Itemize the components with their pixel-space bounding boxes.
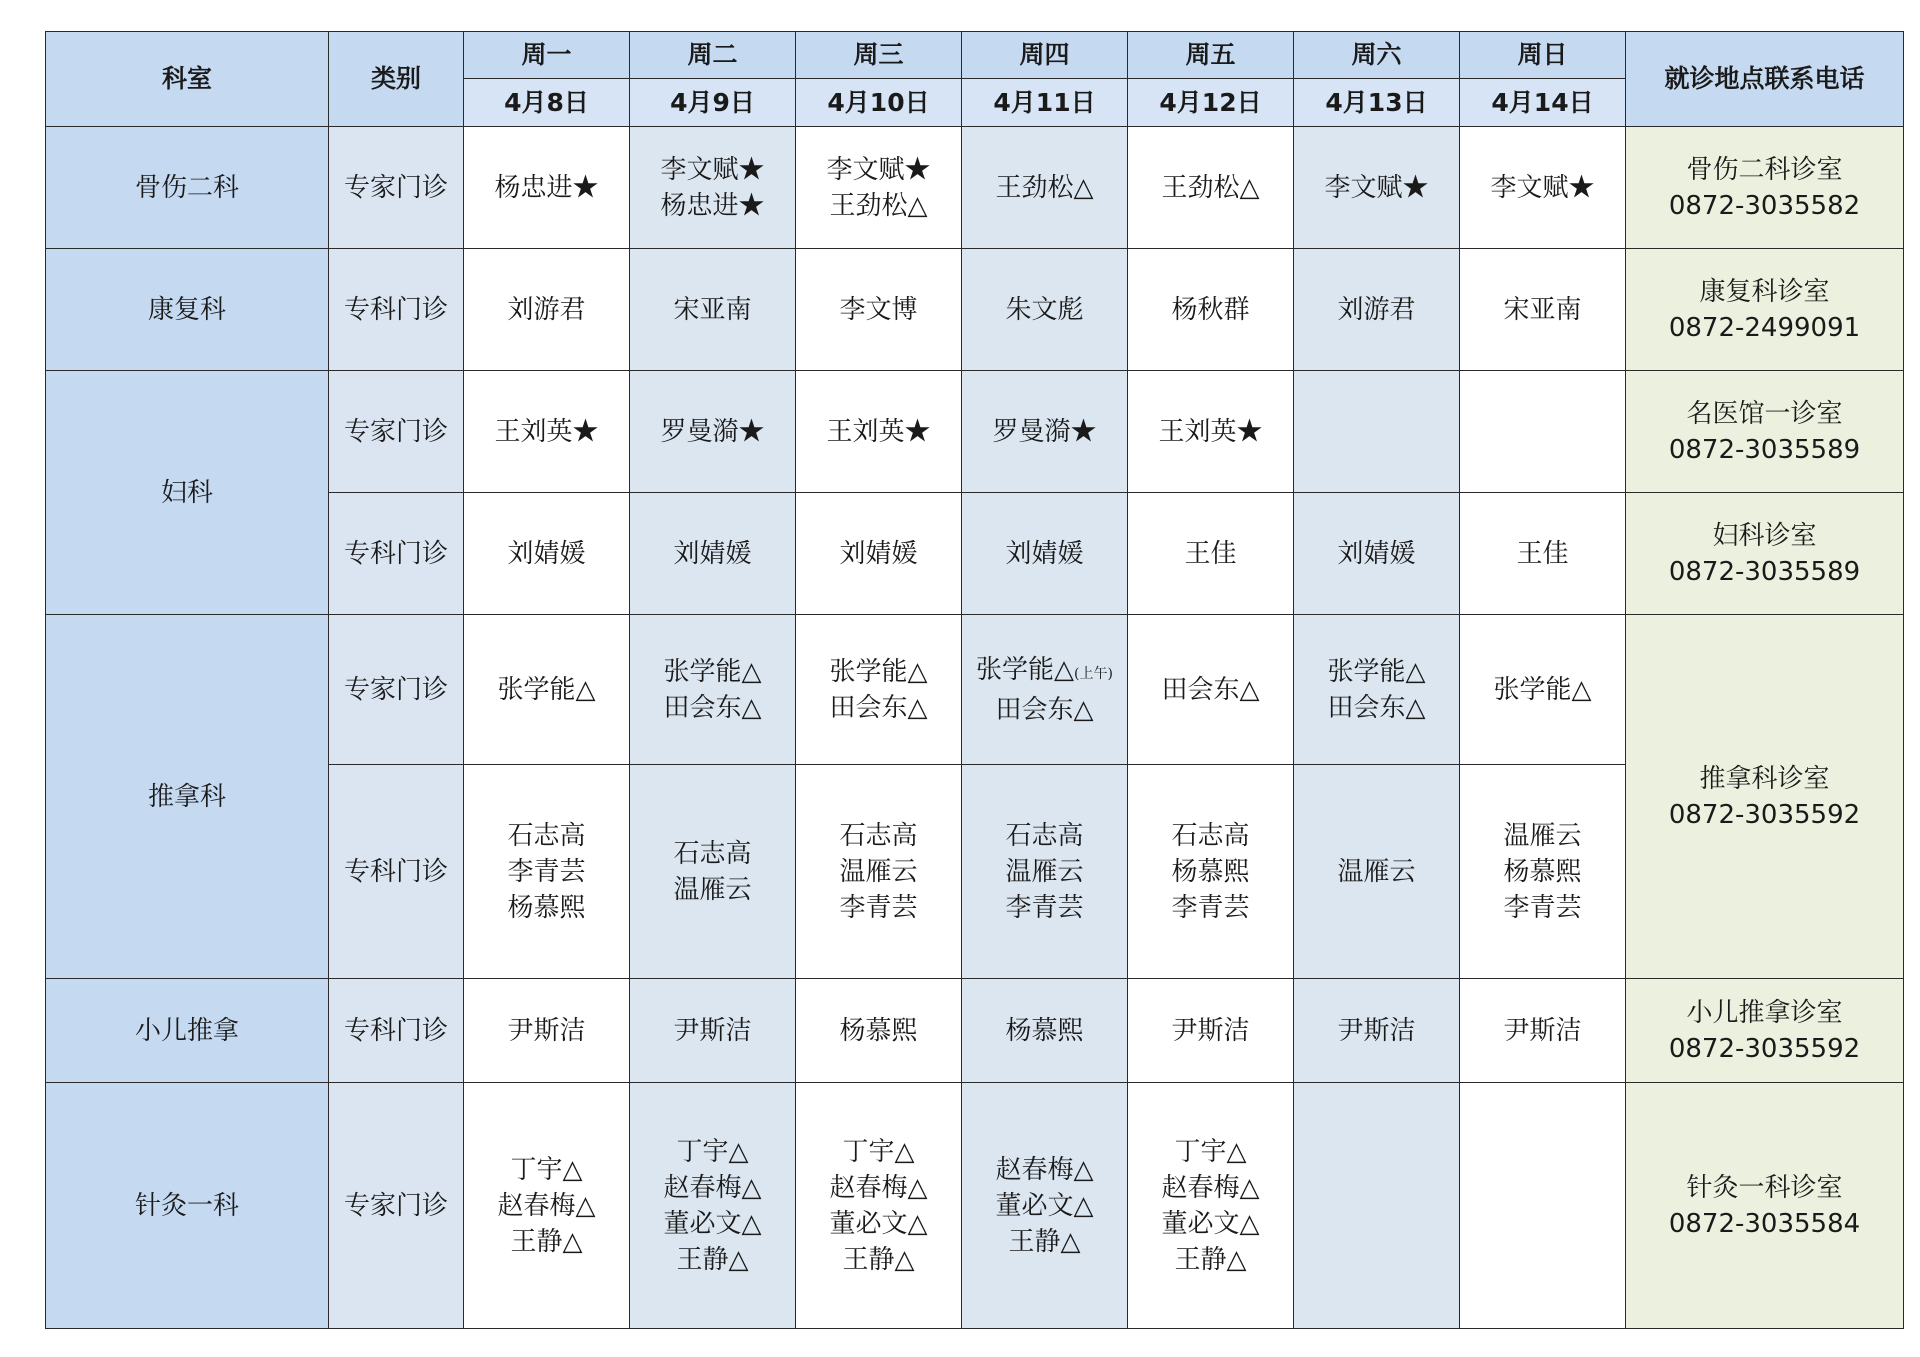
- doctor-name: 李文博: [839, 294, 918, 325]
- doctor-name: 宋亚南: [1503, 294, 1582, 325]
- doctor-cell: [630, 127, 796, 249]
- header-date: 4月14日: [1460, 79, 1626, 127]
- location-cell: [1626, 615, 1904, 979]
- doctor-cell: [464, 979, 630, 1083]
- doctor-name: 朱文彪: [1005, 294, 1084, 325]
- doctor-name: 王劲松△: [829, 190, 928, 221]
- header-category: 类别: [329, 32, 464, 127]
- doctor-name: 刘婧媛: [673, 538, 752, 569]
- doctor-name: 李青芸: [1503, 892, 1582, 923]
- doctor-cell: [1128, 371, 1294, 493]
- doctor-name: 赵春梅△: [995, 1154, 1094, 1185]
- doctor-name: 杨慕熙: [1005, 1015, 1084, 1046]
- doctor-name: 温雁云: [839, 856, 918, 887]
- doctor-name: 田会东△: [663, 692, 762, 723]
- doctor-cell: [464, 1083, 630, 1329]
- room-name: 名医馆一诊室: [1686, 398, 1843, 429]
- doctor-name: 董必文△: [1161, 1208, 1260, 1239]
- doctor-cell: [630, 615, 796, 765]
- doctor-name: 刘婧媛: [839, 538, 918, 569]
- phone-number: 0872-3035584: [1668, 1208, 1861, 1239]
- doctor-cell: [962, 127, 1128, 249]
- time-note: (上午): [1074, 665, 1113, 682]
- location-cell: [1626, 371, 1904, 493]
- location-cell: [1626, 493, 1904, 615]
- doctor-cell: [1128, 127, 1294, 249]
- doctor-name: 董必文△: [663, 1208, 762, 1239]
- doctor-cell: [1460, 127, 1626, 249]
- doctor-name: 王静△: [676, 1244, 749, 1275]
- category-cell: 专科门诊: [329, 493, 464, 615]
- doctor-name: 赵春梅△: [1161, 1172, 1260, 1203]
- doctor-name: 李青芸: [1005, 892, 1084, 923]
- doctor-name: 田会东△: [1161, 674, 1260, 705]
- doctor-name: 李青芸: [1171, 892, 1250, 923]
- doctor-name: 石志高: [1171, 820, 1250, 851]
- doctor-name: 田会东△: [1327, 692, 1426, 723]
- doctor-cell: [1460, 979, 1626, 1083]
- doctor-cell: [464, 493, 630, 615]
- header-weekday: 周二: [630, 32, 796, 79]
- department-name: 小儿推拿: [46, 979, 329, 1083]
- location-cell: [1626, 127, 1904, 249]
- doctor-name: 赵春梅△: [829, 1172, 928, 1203]
- doctor-name: 张学能△: [976, 654, 1075, 685]
- doctor-cell: [1294, 493, 1460, 615]
- doctor-name: 刘婧媛: [507, 538, 586, 569]
- department-name: 康复科: [46, 249, 329, 371]
- category-cell: 专科门诊: [329, 249, 464, 371]
- doctor-name: 张学能△: [663, 656, 762, 687]
- phone-number: 0872-3035592: [1668, 799, 1861, 830]
- header-weekday: 周一: [464, 32, 630, 79]
- doctor-name: 杨秋群: [1171, 294, 1250, 325]
- header-weekday: 周日: [1460, 32, 1626, 79]
- location-cell: [1626, 249, 1904, 371]
- doctor-name: 刘游君: [507, 294, 586, 325]
- doctor-name: 石志高: [839, 820, 918, 851]
- doctor-cell: [1128, 765, 1294, 979]
- doctor-cell: [464, 765, 630, 979]
- room-name: 妇科诊室: [1712, 520, 1817, 551]
- doctor-cell: [796, 1083, 962, 1329]
- doctor-name: 李文赋★: [826, 154, 931, 185]
- doctor-name: 杨忠进★: [660, 190, 765, 221]
- category-cell: 专科门诊: [329, 979, 464, 1083]
- header-date: 4月12日: [1128, 79, 1294, 127]
- room-name: 小儿推拿诊室: [1686, 997, 1843, 1028]
- doctor-cell: [1294, 615, 1460, 765]
- header-date: 4月9日: [630, 79, 796, 127]
- phone-number: 0872-3035582: [1668, 190, 1861, 221]
- doctor-name: 刘婧媛: [1337, 538, 1416, 569]
- doctor-name: 刘婧媛: [1005, 538, 1084, 569]
- doctor-cell: [1294, 1083, 1460, 1329]
- doctor-name: 王静△: [842, 1244, 915, 1275]
- doctor-cell: [1460, 371, 1626, 493]
- doctor-cell: [1460, 249, 1626, 371]
- doctor-cell: [962, 979, 1128, 1083]
- doctor-cell: [1294, 979, 1460, 1083]
- header-weekday: 周四: [962, 32, 1128, 79]
- doctor-name: 杨忠进★: [494, 172, 599, 203]
- doctor-name: 温雁云: [1337, 856, 1416, 887]
- phone-number: 0872-2499091: [1668, 312, 1861, 343]
- category-cell: 专家门诊: [329, 1083, 464, 1329]
- category-cell: 专家门诊: [329, 127, 464, 249]
- phone-number: 0872-3035592: [1668, 1033, 1861, 1064]
- doctor-name: 董必文△: [995, 1190, 1094, 1221]
- doctor-cell: [630, 249, 796, 371]
- doctor-name: 李文赋★: [660, 154, 765, 185]
- doctor-name: 温雁云: [1005, 856, 1084, 887]
- doctor-name: 杨慕熙: [1503, 856, 1582, 887]
- doctor-name: 王静△: [510, 1226, 583, 1257]
- doctor-cell: [962, 493, 1128, 615]
- doctor-cell: [796, 493, 962, 615]
- doctor-cell: [1294, 127, 1460, 249]
- doctor-name: 温雁云: [673, 874, 752, 905]
- room-name: 康复科诊室: [1699, 276, 1830, 307]
- doctor-name: 王佳: [1516, 538, 1569, 569]
- doctor-name: 田会东△: [995, 694, 1094, 725]
- doctor-cell: [464, 615, 630, 765]
- doctor-cell: [1294, 765, 1460, 979]
- location-cell: [1626, 1083, 1904, 1329]
- phone-number: 0872-3035589: [1668, 434, 1861, 465]
- schedule-table: [45, 31, 1904, 1329]
- doctor-name: 石志高: [507, 820, 586, 851]
- doctor-name: 张学能△: [829, 656, 928, 687]
- doctor-cell: [1460, 1083, 1626, 1329]
- doctor-name: 杨慕熙: [507, 892, 586, 923]
- department-name: 推拿科: [46, 615, 329, 979]
- category-cell: 专科门诊: [329, 765, 464, 979]
- doctor-name: 丁宇△: [1174, 1136, 1247, 1167]
- doctor-name: 王刘英★: [826, 416, 931, 447]
- doctor-name: 宋亚南: [673, 294, 752, 325]
- doctor-cell: [962, 765, 1128, 979]
- doctor-name: 尹斯洁: [1171, 1015, 1250, 1046]
- doctor-name: 董必文△: [829, 1208, 928, 1239]
- department-name: 针灸一科: [46, 1083, 329, 1329]
- doctor-name: 李青芸: [507, 856, 586, 887]
- doctor-cell: [796, 979, 962, 1083]
- category-cell: 专家门诊: [329, 371, 464, 493]
- doctor-name: 张学能△: [1493, 674, 1592, 705]
- doctor-name: 李文赋★: [1324, 172, 1429, 203]
- header-date: 4月11日: [962, 79, 1128, 127]
- doctor-cell: [796, 615, 962, 765]
- doctor-cell: [1294, 371, 1460, 493]
- header-location: 就诊地点联系电话: [1626, 32, 1904, 127]
- doctor-name: 丁宇△: [676, 1136, 749, 1167]
- doctor-name: 赵春梅△: [663, 1172, 762, 1203]
- header-weekday: 周三: [796, 32, 962, 79]
- doctor-cell: [630, 371, 796, 493]
- header-date: 4月10日: [796, 79, 962, 127]
- doctor-cell: [962, 1083, 1128, 1329]
- doctor-name: 王刘英★: [1158, 416, 1263, 447]
- header-weekday: 周五: [1128, 32, 1294, 79]
- room-name: 针灸一科诊室: [1686, 1172, 1843, 1203]
- doctor-cell: [796, 765, 962, 979]
- doctor-cell: [630, 1083, 796, 1329]
- doctor-name: 石志高: [1005, 820, 1084, 851]
- doctor-name: 李文赋★: [1490, 172, 1595, 203]
- doctor-name: 李青芸: [839, 892, 918, 923]
- doctor-name: 王静△: [1008, 1226, 1081, 1257]
- doctor-cell: [630, 979, 796, 1083]
- category-cell: 专家门诊: [329, 615, 464, 765]
- doctor-name: 王静△: [1174, 1244, 1247, 1275]
- doctor-name: 田会东△: [829, 692, 928, 723]
- doctor-name: 温雁云: [1503, 820, 1582, 851]
- doctor-name: 尹斯洁: [507, 1015, 586, 1046]
- room-name: 骨伤二科诊室: [1686, 154, 1843, 185]
- doctor-name: 罗曼漪★: [660, 416, 765, 447]
- doctor-cell: [630, 493, 796, 615]
- doctor-cell: [1460, 765, 1626, 979]
- doctor-name: 丁宇△: [842, 1136, 915, 1167]
- doctor-cell: [464, 371, 630, 493]
- header-dept: 科室: [46, 32, 329, 127]
- doctor-cell: [962, 371, 1128, 493]
- doctor-name: 石志高: [673, 838, 752, 869]
- doctor-name: 王劲松△: [1161, 172, 1260, 203]
- department-name: 妇科: [46, 371, 329, 615]
- doctor-cell: [630, 765, 796, 979]
- location-cell: [1626, 979, 1904, 1083]
- doctor-name: 赵春梅△: [497, 1190, 596, 1221]
- doctor-name: 罗曼漪★: [992, 416, 1097, 447]
- doctor-name: 丁宇△: [510, 1154, 583, 1185]
- doctor-name: 王劲松△: [995, 172, 1094, 203]
- department-name: 骨伤二科: [46, 127, 329, 249]
- doctor-cell: [796, 249, 962, 371]
- doctor-cell: [1128, 1083, 1294, 1329]
- doctor-cell: [796, 371, 962, 493]
- doctor-cell: [464, 127, 630, 249]
- doctor-cell: [962, 249, 1128, 371]
- header-date: 4月8日: [464, 79, 630, 127]
- doctor-name: 尹斯洁: [673, 1015, 752, 1046]
- doctor-cell: [1460, 615, 1626, 765]
- doctor-name: 张学能△: [497, 674, 596, 705]
- header-date: 4月13日: [1294, 79, 1460, 127]
- doctor-cell: [1460, 493, 1626, 615]
- header-weekday: 周六: [1294, 32, 1460, 79]
- doctor-cell: [1128, 493, 1294, 615]
- doctor-name: 尹斯洁: [1503, 1015, 1582, 1046]
- room-name: 推拿科诊室: [1699, 763, 1830, 794]
- doctor-name: 王刘英★: [494, 416, 599, 447]
- doctor-cell: [464, 249, 630, 371]
- doctor-name: 尹斯洁: [1337, 1015, 1416, 1046]
- doctor-cell: [1128, 249, 1294, 371]
- doctor-cell: [1294, 249, 1460, 371]
- doctor-cell: [962, 615, 1128, 765]
- doctor-name: 张学能△: [1327, 656, 1426, 687]
- doctor-cell: [1128, 615, 1294, 765]
- doctor-cell: [1128, 979, 1294, 1083]
- doctor-name: 杨慕熙: [839, 1015, 918, 1046]
- doctor-name: 王佳: [1184, 538, 1237, 569]
- doctor-name: 杨慕熙: [1171, 856, 1250, 887]
- doctor-name: 刘游君: [1337, 294, 1416, 325]
- doctor-cell: [796, 127, 962, 249]
- phone-number: 0872-3035589: [1668, 556, 1861, 587]
